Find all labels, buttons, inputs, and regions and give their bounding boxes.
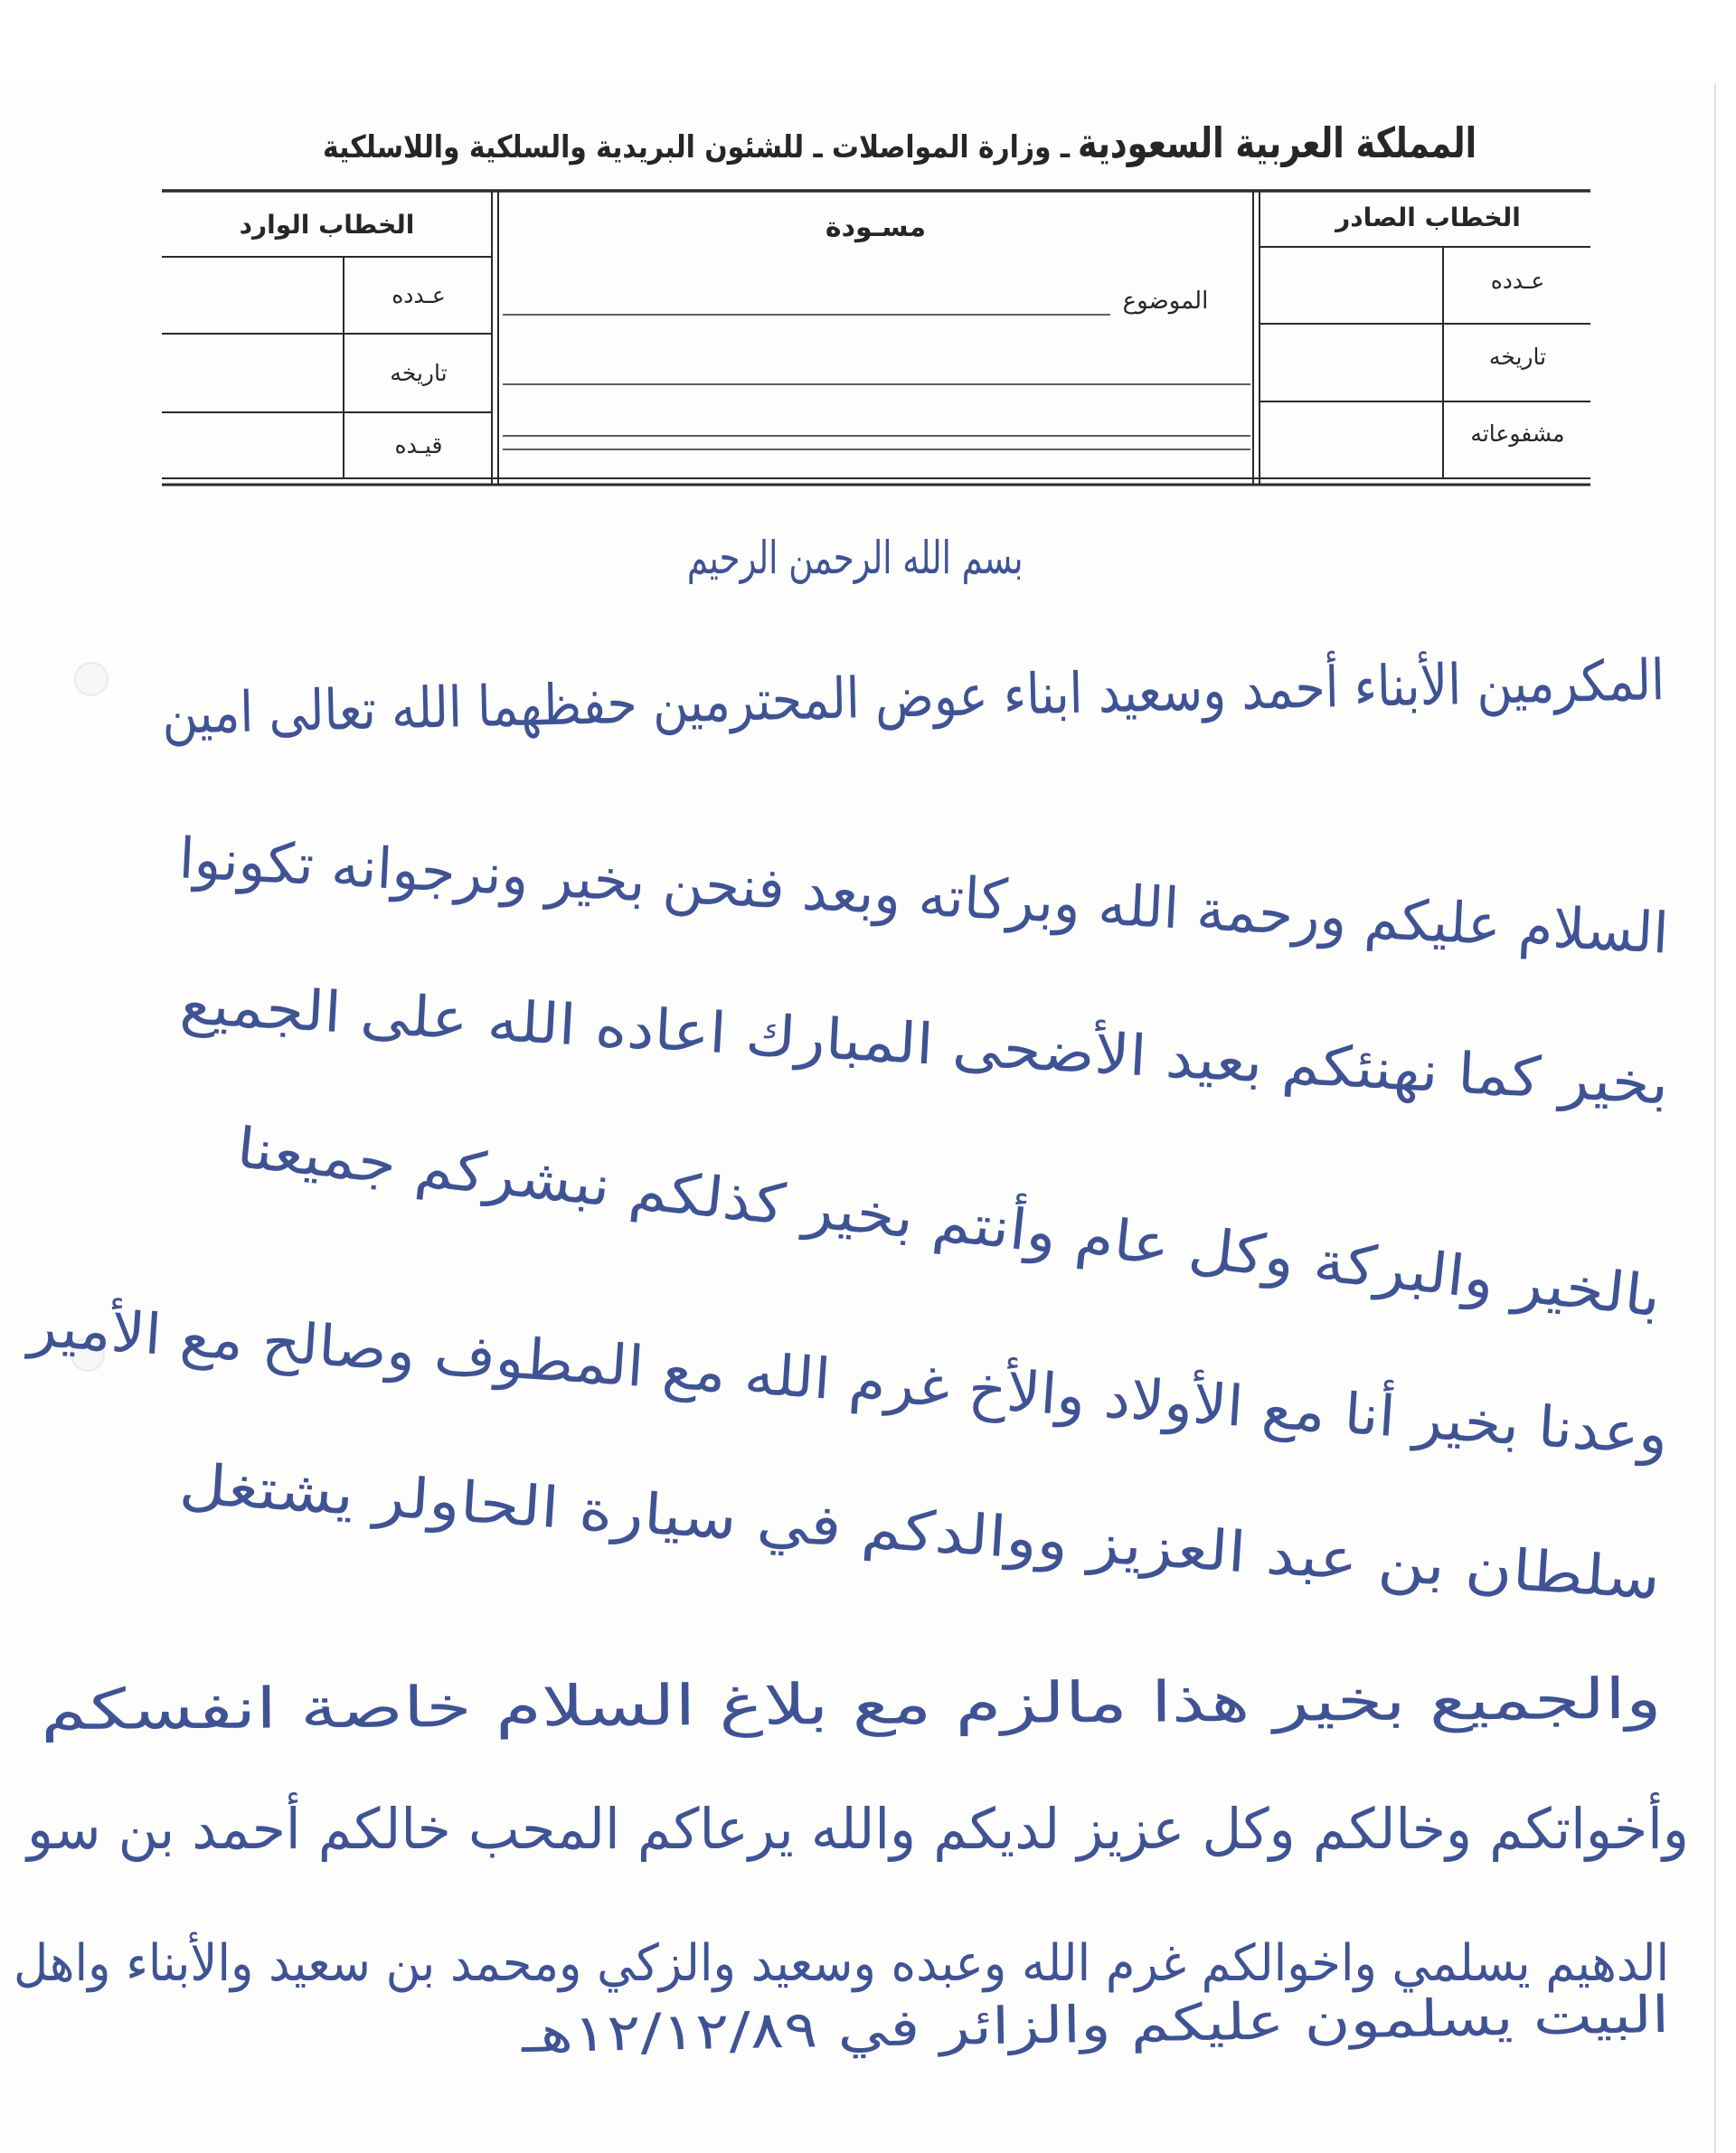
letter-line-text: البيت يسلمون عليكم والزائر في ١٢/١٢/٨٩هـ xyxy=(521,1985,1670,2065)
draft-heading: مسـودة xyxy=(825,212,927,243)
incoming-letter-heading: الخطاب الوارد xyxy=(239,210,415,240)
letter-line-text: الدهيم يسلمي واخوالكم غرم الله وعبده وسعيد والزكي ومحمد بن سعيد والأبناء واهل xyxy=(13,1934,1669,1993)
outgoing-enclosures-label: مشفوعاته xyxy=(1470,420,1565,447)
letter-line-text: وأخواتكم وخالكم وكل عزيز لديكم والله يرعاكم المحب خالكم أحمد بن سو xyxy=(27,1796,1689,1862)
letter-line-text: السلام عليكم ورحمة الله وبركاته وبعد فنحن بخير ونرجوانه تكونوا xyxy=(176,825,1670,967)
basmala-line xyxy=(687,516,1024,600)
letterhead-ministry-text: ـ وزارة المواصلات ـ للشئون البريدية والسلكية واللاسلكية xyxy=(322,129,1070,165)
incoming-registry-label: قيـده xyxy=(394,432,443,458)
salutation-text: المكرمين الأبناء أحمد وسعيد ابناء عوض المحترمين حفظهما الله تعالى امين xyxy=(161,647,1665,747)
outgoing-number-label: عـدده xyxy=(1490,268,1545,294)
subject-label: الموضوع xyxy=(1122,288,1209,315)
outgoing-letter-heading: الخطاب الصادر xyxy=(1335,203,1521,232)
letter-line-7 xyxy=(27,1788,1689,1871)
letter-line-6 xyxy=(41,1657,1663,1752)
letter-line-text: بالخير والبركة وكل عام وأنتم بخير كذلكم نبشركم جميعنا xyxy=(233,1114,1665,1330)
incoming-date-label: تاريخه xyxy=(390,360,448,386)
basmala-text: بسم الله الرحمن الرحيم xyxy=(687,532,1024,584)
letter-line-text: بخير كما نهنئكم بعيد الأضحى المبارك اعاده الله على الجميع xyxy=(177,970,1670,1118)
outgoing-date-label: تاريخه xyxy=(1488,344,1547,370)
letter-line-text: سلطان بن عبد العزيز ووالدكم في سيارة الحاولر يشتغل xyxy=(177,1450,1663,1612)
incoming-number-label: عـدده xyxy=(392,282,446,308)
letter-line-text: وعدنا بخير أنا مع الأولاد والأخ غرم الله مع المطوف وصالح مع الأمير xyxy=(26,1292,1670,1468)
letterhead-kingdom-text: المملكة العربية السعودية xyxy=(1077,118,1477,167)
letter-line-text: والجميع بخير هذا مالزم مع بلاغ السلام خاصة انفسكم xyxy=(41,1665,1663,1743)
